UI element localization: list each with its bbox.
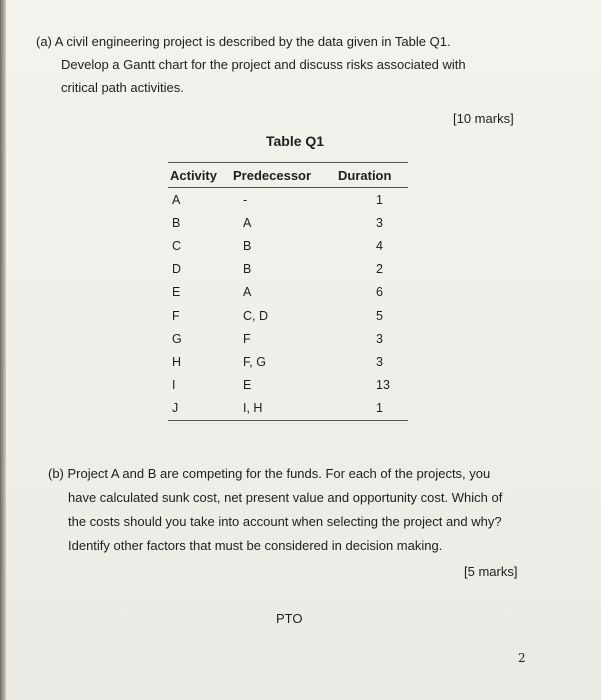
activity-cell: E xyxy=(172,285,181,300)
duration-cell: 3 xyxy=(376,331,383,346)
question-b-line-4: Identify other factors that must be considered in decision making. xyxy=(68,538,443,553)
header-predecessor: Predecessor xyxy=(231,163,336,188)
duration-cell: 6 xyxy=(376,285,383,300)
predecessor-cell: E xyxy=(243,378,252,393)
activity-cell: B xyxy=(172,215,181,230)
question-b-line-1: (b) Project A and B are competing for the funds. For each of the projects, you xyxy=(48,466,491,481)
table-title: Table Q1 xyxy=(266,133,325,149)
question-a xyxy=(36,30,536,99)
activity-cell: H xyxy=(172,354,182,369)
question-a-line-1: (a) A civil engineering project is described by the data given in Table Q1. xyxy=(36,34,451,49)
activity-cell: J xyxy=(168,397,231,421)
question-b-line-3: the costs should you take into account when selecting the project and why? xyxy=(68,514,502,529)
predecessor-cell: B xyxy=(243,262,252,277)
activity-cell: A xyxy=(172,192,181,207)
activity-cell: G xyxy=(172,331,182,346)
predecessor-cell: F xyxy=(243,331,251,346)
activity-table xyxy=(168,162,408,421)
question-a-marks: [10 marks] xyxy=(453,111,514,126)
table-header-row xyxy=(168,163,408,188)
predecessor-cell: A xyxy=(243,215,252,230)
activity-cell: I xyxy=(172,378,176,393)
table-row xyxy=(168,211,408,234)
question-b-marks: [5 marks] xyxy=(464,564,518,579)
predecessor-cell: - xyxy=(243,192,248,207)
activity-cell: F xyxy=(172,308,180,323)
page-number: 2 xyxy=(518,651,526,665)
table-row xyxy=(168,234,408,257)
header-activity: Activity xyxy=(168,163,231,188)
activity-cell: C xyxy=(172,238,182,253)
header-duration: Duration xyxy=(336,163,408,188)
predecessor-cell: A xyxy=(243,285,252,300)
table-row xyxy=(168,397,408,421)
table-row xyxy=(168,258,408,281)
activity-cell: D xyxy=(172,262,182,277)
question-a-line-3: critical path activities. xyxy=(61,80,184,95)
question-b xyxy=(48,462,548,558)
table-row xyxy=(168,304,408,327)
pto-label: PTO xyxy=(276,611,303,626)
question-a-line-2: Develop a Gantt chart for the project and discuss risks associated with xyxy=(61,57,466,72)
predecessor-cell: F, G xyxy=(243,354,266,369)
duration-cell: 3 xyxy=(376,215,383,230)
question-b-line-2: have calculated sunk cost, net present value and opportunity cost. Which of xyxy=(68,490,503,505)
table-row xyxy=(168,188,408,212)
table-row xyxy=(168,350,408,373)
predecessor-cell: C, D xyxy=(243,308,268,323)
duration-cell: 4 xyxy=(376,238,383,253)
predecessor-cell: B xyxy=(243,238,252,253)
duration-cell: 5 xyxy=(376,308,383,323)
table-row xyxy=(168,281,408,304)
page-edge-shadow xyxy=(0,0,6,700)
duration-cell: 3 xyxy=(376,354,383,369)
table-row xyxy=(168,327,408,350)
duration-cell: 2 xyxy=(376,262,383,277)
duration-cell: 1 xyxy=(336,397,408,421)
predecessor-cell: I, H xyxy=(231,397,336,421)
duration-cell: 1 xyxy=(376,192,383,207)
table-row xyxy=(168,374,408,397)
duration-cell: 13 xyxy=(376,378,390,393)
